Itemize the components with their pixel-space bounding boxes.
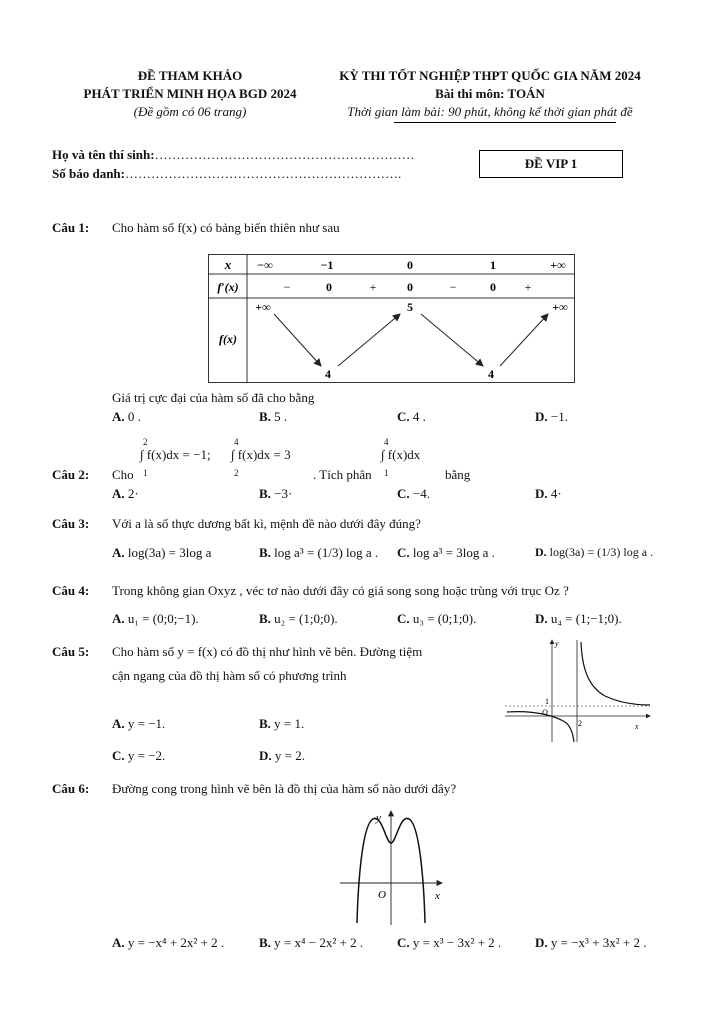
header-left-title: ĐỀ THAM KHẢO [137,68,243,83]
q2-int3-top: 4 [384,437,389,447]
header-page-count: (Đề gồm có 06 trang) [133,104,247,119]
graph-x-label: x [635,722,639,731]
header-underline [394,122,616,123]
q6-option-d[interactable]: D. y = −x³ + 3x² + 2 . [535,935,647,950]
q6-graph [338,805,448,930]
q2-end-text: bằng [445,467,471,482]
q1-text: Cho hàm số f(x) có bảng biến thiên như sau [112,220,340,235]
table-x-label: x [224,257,232,272]
q2-int3-bottom: 1 [384,468,389,478]
table-x-value: −1 [320,258,334,272]
q4-text: Trong không gian Oxyz , véc tơ nào dưới đây có giá song song hoặc trùng với trục Oz ? [112,583,569,598]
graph-tick-2: 2 [578,719,582,728]
q1-option-d[interactable]: D. −1. [535,409,568,424]
q1-option-b[interactable]: B. 5 . [259,409,288,424]
exam-code-box: ĐỀ VIP 1 [479,150,623,178]
q5-label: Câu 5: [52,644,90,659]
q3-text: Với a là số thực dương bất kì, mệnh đề nào dưới đây đúng? [112,516,421,531]
q3-option-c[interactable]: C. log a³ = 3log a . [397,545,495,560]
q2-option-a[interactable]: A. 2· [112,486,139,501]
table-f-value: 4 [325,367,331,381]
student-id-line [52,166,401,182]
q6-option-c[interactable]: C. y = x³ − 3x² + 2 . [397,935,502,950]
graph-tick-1: 1 [545,697,549,706]
q4-label: Câu 4: [52,583,90,598]
q2-option-d[interactable]: D. 4· [535,486,562,501]
table-f-value: 4 [488,367,494,381]
q2-int1-top: 2 [143,437,148,447]
q1-option-a[interactable]: A. 0 . [112,409,141,424]
table-fp-sign: + [524,280,532,294]
q6-label: Câu 6: [52,781,90,796]
graph-x-label: x [435,890,440,902]
q4-option-a[interactable]: A. u₁ = (0;0;−1). [112,611,199,626]
q5-option-c[interactable]: C. y = −2. [112,748,166,763]
table-x-value: +∞ [550,258,566,272]
q1-variation-table [208,254,576,384]
q5-option-b[interactable]: B. y = 1. [259,716,305,731]
q5-option-a[interactable]: A. y = −1. [112,716,166,731]
q2-option-c[interactable]: C. −4. [397,486,430,501]
q2-integral-3: ∫ f(x)dx [381,447,421,462]
q4-option-b[interactable]: B. u₂ = (1;0;0). [259,611,338,626]
graph-y-label: y [555,639,559,648]
table-f-label: f(x) [219,332,237,346]
graph-y-label: y [376,812,381,824]
q5-graph [505,636,655,744]
table-fp-zero: 0 [326,280,332,294]
table-fp-zero: 0 [490,280,496,294]
q3-option-b[interactable]: B. log a³ = (1/3) log a . [259,545,379,560]
graph-origin-label: O [378,889,386,901]
q1-label: Câu 1: [52,220,90,235]
q2-integral-1: ∫ f(x)dx = −1; [140,447,211,462]
header-exam-title: KỲ THI TỐT NGHIỆP THPT QUỐC GIA NĂM 2024 [339,68,641,83]
q1-question: Giá trị cực đại của hàm số đã cho bằng [112,390,315,405]
q3-option-d[interactable]: D. log(3a) = (1/3) log a . [535,545,654,559]
q2-option-b[interactable]: B. −3· [259,486,293,501]
table-x-value: 0 [407,258,413,272]
table-f-value: +∞ [552,300,568,314]
q1-option-c[interactable]: C. 4 . [397,409,426,424]
q5-option-d[interactable]: D. y = 2. [259,748,305,763]
table-fp-sign: − [283,280,291,294]
q2-int2-top: 4 [234,437,239,447]
table-f-value: +∞ [255,300,271,314]
header-left-subtitle: PHÁT TRIỂN MINH HỌA BGD 2024 [83,86,297,101]
q6-text: Đường cong trong hình vẽ bên là đồ thị của hàm số nào dưới đây? [112,781,457,796]
table-fp-sign: − [449,280,457,294]
q2-integral-2: ∫ f(x)dx = 3 [231,447,291,462]
student-id-dots: ………………………………………………………. [124,166,402,181]
table-fp-label: f′(x) [217,280,239,294]
header-subject: Bài thi môn: TOÁN [435,86,545,101]
student-name-line [52,147,415,163]
table-x-value: 1 [490,258,496,272]
q5-text-line1: Cho hàm số y = f(x) có đồ thị như hình vẽ bên. Đường tiệm [112,644,423,659]
table-fp-zero: 0 [407,280,413,294]
student-id-label: Số báo danh: [52,166,125,181]
header-time: Thời gian làm bài: 90 phút, không kể thời gian phát đề [347,104,633,119]
q5-text-line2: cận ngang của đồ thị hàm số có phương trình [112,668,347,683]
q3-label: Câu 3: [52,516,90,531]
q2-cho: Cho [112,467,134,482]
q2-label: Câu 2: [52,467,90,482]
table-x-value: −∞ [257,258,273,272]
q2-int1-bottom: 1 [143,468,148,478]
student-name-dots: …………………………………………………… [154,147,415,162]
q6-option-a[interactable]: A. y = −x⁴ + 2x² + 2 . [112,935,225,950]
student-name-label: Họ và tên thí sinh: [52,147,155,162]
q4-option-d[interactable]: D. u₄ = (1;−1;0). [535,611,622,626]
q2-mid-text: . Tích phân [313,467,372,482]
graph-origin-label: O [542,708,548,717]
q3-option-a[interactable]: A. log(3a) = 3log a [112,545,212,560]
q4-option-c[interactable]: C. u₃ = (0;1;0). [397,611,477,626]
curve-right-branch [581,642,650,705]
q2-int2-bottom: 2 [234,468,239,478]
table-f-value: 5 [407,300,413,314]
q6-option-b[interactable]: B. y = x⁴ − 2x² + 2 . [259,935,364,950]
table-fp-sign: + [369,280,377,294]
table-arrows [274,314,548,366]
